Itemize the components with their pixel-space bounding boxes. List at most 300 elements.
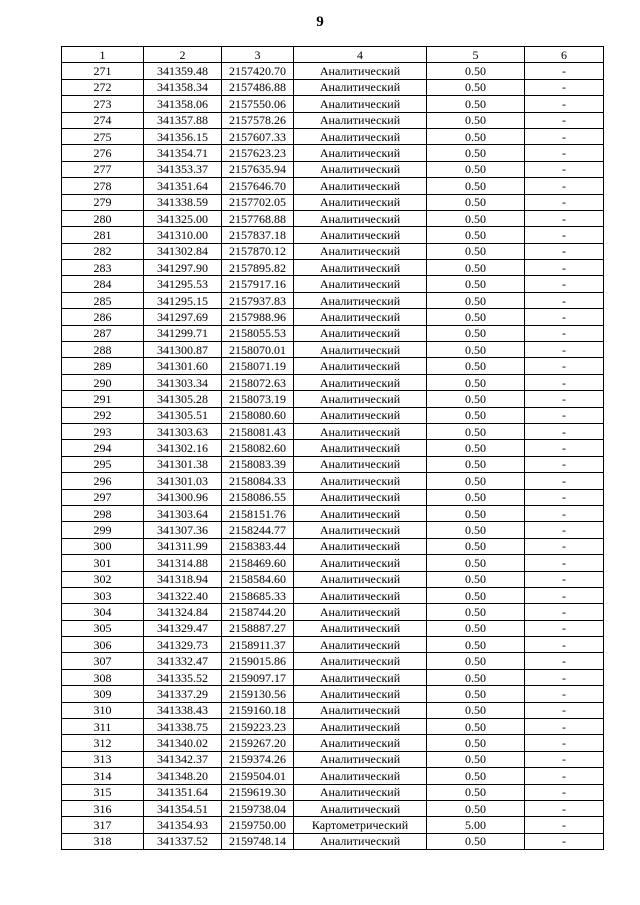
cell-coordinate-y: 2157623.23	[222, 145, 294, 161]
cell-coordinate-x: 341305.51	[144, 407, 222, 423]
cell-point-number: 297	[62, 489, 144, 505]
cell-coordinate-x: 341348.20	[144, 768, 222, 784]
cell-point-number: 310	[62, 702, 144, 718]
cell-note: -	[525, 342, 604, 358]
cell-accuracy: 0.50	[427, 342, 525, 358]
cell-method: Аналитический	[294, 325, 427, 341]
cell-coordinate-x: 341358.06	[144, 96, 222, 112]
cell-coordinate-x: 341300.96	[144, 489, 222, 505]
cell-note: -	[525, 833, 604, 849]
cell-coordinate-y: 2159160.18	[222, 702, 294, 718]
table-row	[62, 669, 604, 685]
table-row	[62, 210, 604, 226]
cell-accuracy: 0.50	[427, 407, 525, 423]
table-row	[62, 784, 604, 800]
cell-method: Аналитический	[294, 555, 427, 571]
cell-coordinate-y: 2158685.33	[222, 587, 294, 603]
cell-note: -	[525, 505, 604, 521]
column-header: 1	[62, 47, 144, 63]
cell-coordinate-x: 341314.88	[144, 555, 222, 571]
cell-method: Аналитический	[294, 342, 427, 358]
cell-method: Аналитический	[294, 243, 427, 259]
table-row	[62, 407, 604, 423]
cell-accuracy: 0.50	[427, 63, 525, 79]
cell-accuracy: 0.50	[427, 243, 525, 259]
table-row	[62, 686, 604, 702]
cell-note: -	[525, 522, 604, 538]
cell-point-number: 298	[62, 505, 144, 521]
cell-coordinate-x: 341338.43	[144, 702, 222, 718]
cell-coordinate-y: 2159738.04	[222, 800, 294, 816]
cell-point-number: 318	[62, 833, 144, 849]
cell-point-number: 282	[62, 243, 144, 259]
cell-coordinate-x: 341303.64	[144, 505, 222, 521]
cell-coordinate-y: 2158244.77	[222, 522, 294, 538]
cell-note: -	[525, 128, 604, 144]
cell-point-number: 306	[62, 637, 144, 653]
cell-coordinate-x: 341329.47	[144, 620, 222, 636]
table-row	[62, 358, 604, 374]
cell-coordinate-x: 341358.34	[144, 79, 222, 95]
cell-coordinate-x: 341301.03	[144, 473, 222, 489]
table-row	[62, 128, 604, 144]
cell-note: -	[525, 227, 604, 243]
table-body	[62, 63, 604, 850]
cell-note: -	[525, 784, 604, 800]
cell-method: Аналитический	[294, 735, 427, 751]
cell-coordinate-y: 2157646.70	[222, 178, 294, 194]
cell-note: -	[525, 309, 604, 325]
cell-accuracy: 0.50	[427, 145, 525, 161]
cell-coordinate-y: 2158072.63	[222, 374, 294, 390]
cell-accuracy: 0.50	[427, 719, 525, 735]
table-row	[62, 538, 604, 554]
cell-coordinate-x: 341310.00	[144, 227, 222, 243]
cell-accuracy: 0.50	[427, 440, 525, 456]
cell-coordinate-y: 2158911.37	[222, 637, 294, 653]
cell-accuracy: 0.50	[427, 620, 525, 636]
cell-point-number: 272	[62, 79, 144, 95]
cell-coordinate-x: 341295.15	[144, 292, 222, 308]
table-row	[62, 768, 604, 784]
cell-point-number: 312	[62, 735, 144, 751]
cell-coordinate-y: 2159097.17	[222, 669, 294, 685]
cell-method: Аналитический	[294, 161, 427, 177]
cell-note: -	[525, 194, 604, 210]
cell-coordinate-y: 2157578.26	[222, 112, 294, 128]
cell-coordinate-x: 341307.36	[144, 522, 222, 538]
cell-point-number: 277	[62, 161, 144, 177]
cell-note: -	[525, 325, 604, 341]
cell-method: Картометрический	[294, 817, 427, 833]
cell-method: Аналитический	[294, 96, 427, 112]
cell-note: -	[525, 637, 604, 653]
cell-coordinate-x: 341305.28	[144, 391, 222, 407]
cell-accuracy: 0.50	[427, 473, 525, 489]
cell-coordinate-x: 341299.71	[144, 325, 222, 341]
table-row	[62, 489, 604, 505]
cell-accuracy: 0.50	[427, 489, 525, 505]
cell-accuracy: 0.50	[427, 587, 525, 603]
cell-method: Аналитический	[294, 292, 427, 308]
cell-coordinate-x: 341351.64	[144, 178, 222, 194]
cell-note: -	[525, 423, 604, 439]
cell-method: Аналитический	[294, 473, 427, 489]
table-row	[62, 96, 604, 112]
cell-coordinate-y: 2157988.96	[222, 309, 294, 325]
cell-point-number: 274	[62, 112, 144, 128]
cell-method: Аналитический	[294, 194, 427, 210]
cell-accuracy: 0.50	[427, 768, 525, 784]
cell-note: -	[525, 571, 604, 587]
cell-coordinate-y: 2158744.20	[222, 604, 294, 620]
column-header: 6	[525, 47, 604, 63]
cell-point-number: 300	[62, 538, 144, 554]
cell-method: Аналитический	[294, 358, 427, 374]
cell-note: -	[525, 210, 604, 226]
cell-coordinate-y: 2158080.60	[222, 407, 294, 423]
cell-accuracy: 0.50	[427, 194, 525, 210]
cell-accuracy: 0.50	[427, 161, 525, 177]
cell-accuracy: 0.50	[427, 604, 525, 620]
table-row	[62, 292, 604, 308]
cell-coordinate-x: 341357.88	[144, 112, 222, 128]
cell-accuracy: 0.50	[427, 374, 525, 390]
cell-coordinate-x: 341301.38	[144, 456, 222, 472]
table-row	[62, 342, 604, 358]
cell-note: -	[525, 735, 604, 751]
cell-method: Аналитический	[294, 440, 427, 456]
cell-accuracy: 0.50	[427, 833, 525, 849]
cell-note: -	[525, 751, 604, 767]
table-row	[62, 374, 604, 390]
cell-coordinate-x: 341351.64	[144, 784, 222, 800]
cell-coordinate-x: 341303.34	[144, 374, 222, 390]
cell-coordinate-y: 2158151.76	[222, 505, 294, 521]
cell-note: -	[525, 112, 604, 128]
cell-note: -	[525, 96, 604, 112]
cell-method: Аналитический	[294, 276, 427, 292]
cell-coordinate-x: 341329.73	[144, 637, 222, 653]
table-row	[62, 276, 604, 292]
cell-coordinate-y: 2158383.44	[222, 538, 294, 554]
cell-note: -	[525, 391, 604, 407]
cell-point-number: 275	[62, 128, 144, 144]
cell-coordinate-y: 2157837.18	[222, 227, 294, 243]
cell-coordinate-x: 341302.84	[144, 243, 222, 259]
cell-point-number: 289	[62, 358, 144, 374]
cell-point-number: 294	[62, 440, 144, 456]
cell-coordinate-y: 2157870.12	[222, 243, 294, 259]
cell-accuracy: 0.50	[427, 292, 525, 308]
cell-accuracy: 0.50	[427, 128, 525, 144]
table-row	[62, 325, 604, 341]
cell-coordinate-x: 341338.75	[144, 719, 222, 735]
cell-note: -	[525, 817, 604, 833]
cell-point-number: 317	[62, 817, 144, 833]
cell-accuracy: 0.50	[427, 260, 525, 276]
table-row	[62, 178, 604, 194]
table-row	[62, 833, 604, 849]
cell-coordinate-x: 341297.69	[144, 309, 222, 325]
cell-accuracy: 0.50	[427, 735, 525, 751]
cell-point-number: 292	[62, 407, 144, 423]
cell-method: Аналитический	[294, 128, 427, 144]
cell-note: -	[525, 63, 604, 79]
cell-point-number: 305	[62, 620, 144, 636]
cell-note: -	[525, 456, 604, 472]
cell-accuracy: 0.50	[427, 79, 525, 95]
table-row	[62, 719, 604, 735]
cell-method: Аналитический	[294, 653, 427, 669]
table-row	[62, 391, 604, 407]
cell-coordinate-x: 341337.29	[144, 686, 222, 702]
table-row	[62, 79, 604, 95]
cell-coordinate-x: 341302.16	[144, 440, 222, 456]
cell-note: -	[525, 768, 604, 784]
cell-coordinate-y: 2159130.56	[222, 686, 294, 702]
cell-note: -	[525, 702, 604, 718]
table-row	[62, 751, 604, 767]
column-header: 4	[294, 47, 427, 63]
cell-point-number: 316	[62, 800, 144, 816]
cell-method: Аналитический	[294, 407, 427, 423]
cell-coordinate-x: 341324.84	[144, 604, 222, 620]
cell-coordinate-y: 2158086.55	[222, 489, 294, 505]
cell-method: Аналитический	[294, 833, 427, 849]
cell-method: Аналитический	[294, 391, 427, 407]
cell-coordinate-x: 341318.94	[144, 571, 222, 587]
cell-point-number: 271	[62, 63, 144, 79]
cell-point-number: 315	[62, 784, 144, 800]
table-row	[62, 571, 604, 587]
cell-coordinate-y: 2159015.86	[222, 653, 294, 669]
cell-coordinate-x: 341335.52	[144, 669, 222, 685]
cell-note: -	[525, 358, 604, 374]
cell-coordinate-y: 2158469.60	[222, 555, 294, 571]
cell-note: -	[525, 555, 604, 571]
cell-coordinate-y: 2158073.19	[222, 391, 294, 407]
cell-method: Аналитический	[294, 637, 427, 653]
cell-accuracy: 0.50	[427, 538, 525, 554]
cell-accuracy: 0.50	[427, 784, 525, 800]
cell-coordinate-x: 341301.60	[144, 358, 222, 374]
table-row	[62, 555, 604, 571]
cell-method: Аналитический	[294, 260, 427, 276]
cell-method: Аналитический	[294, 686, 427, 702]
cell-note: -	[525, 489, 604, 505]
cell-accuracy: 0.50	[427, 686, 525, 702]
cell-method: Аналитический	[294, 522, 427, 538]
cell-note: -	[525, 719, 604, 735]
table-row	[62, 194, 604, 210]
cell-coordinate-y: 2159374.26	[222, 751, 294, 767]
cell-accuracy: 0.50	[427, 571, 525, 587]
cell-point-number: 291	[62, 391, 144, 407]
cell-note: -	[525, 145, 604, 161]
cell-coordinate-x: 341353.37	[144, 161, 222, 177]
cell-coordinate-y: 2157550.06	[222, 96, 294, 112]
table-row	[62, 423, 604, 439]
table-row	[62, 800, 604, 816]
cell-method: Аналитический	[294, 79, 427, 95]
cell-point-number: 284	[62, 276, 144, 292]
cell-coordinate-y: 2158055.53	[222, 325, 294, 341]
cell-note: -	[525, 538, 604, 554]
cell-point-number: 299	[62, 522, 144, 538]
table-row	[62, 653, 604, 669]
cell-note: -	[525, 178, 604, 194]
cell-method: Аналитический	[294, 751, 427, 767]
cell-accuracy: 0.50	[427, 423, 525, 439]
cell-accuracy: 0.50	[427, 96, 525, 112]
table-row	[62, 112, 604, 128]
cell-note: -	[525, 243, 604, 259]
cell-coordinate-y: 2157486.88	[222, 79, 294, 95]
cell-coordinate-y: 2158083.39	[222, 456, 294, 472]
cell-accuracy: 0.50	[427, 391, 525, 407]
cell-method: Аналитический	[294, 309, 427, 325]
cell-coordinate-y: 2159504.01	[222, 768, 294, 784]
cell-method: Аналитический	[294, 587, 427, 603]
cell-note: -	[525, 276, 604, 292]
cell-coordinate-y: 2159750.00	[222, 817, 294, 833]
cell-coordinate-y: 2158070.01	[222, 342, 294, 358]
cell-coordinate-x: 341297.90	[144, 260, 222, 276]
cell-method: Аналитический	[294, 620, 427, 636]
cell-coordinate-y: 2157768.88	[222, 210, 294, 226]
cell-point-number: 287	[62, 325, 144, 341]
cell-method: Аналитический	[294, 178, 427, 194]
table-row	[62, 620, 604, 636]
table-row	[62, 604, 604, 620]
cell-accuracy: 0.50	[427, 227, 525, 243]
cell-point-number: 296	[62, 473, 144, 489]
cell-accuracy: 0.50	[427, 800, 525, 816]
cell-method: Аналитический	[294, 145, 427, 161]
cell-point-number: 290	[62, 374, 144, 390]
cell-coordinate-y: 2158071.19	[222, 358, 294, 374]
cell-coordinate-y: 2158887.27	[222, 620, 294, 636]
cell-point-number: 283	[62, 260, 144, 276]
cell-coordinate-x: 341359.48	[144, 63, 222, 79]
cell-accuracy: 0.50	[427, 653, 525, 669]
cell-note: -	[525, 374, 604, 390]
cell-point-number: 276	[62, 145, 144, 161]
cell-method: Аналитический	[294, 784, 427, 800]
cell-point-number: 285	[62, 292, 144, 308]
column-header: 5	[427, 47, 525, 63]
table-row	[62, 260, 604, 276]
cell-coordinate-x: 341354.71	[144, 145, 222, 161]
cell-coordinate-x: 341300.87	[144, 342, 222, 358]
table-row	[62, 243, 604, 259]
cell-coordinate-y: 2158082.60	[222, 440, 294, 456]
table-row	[62, 505, 604, 521]
cell-method: Аналитический	[294, 800, 427, 816]
cell-coordinate-x: 341342.37	[144, 751, 222, 767]
cell-accuracy: 0.50	[427, 358, 525, 374]
cell-note: -	[525, 587, 604, 603]
cell-coordinate-y: 2157917.16	[222, 276, 294, 292]
cell-coordinate-y: 2157702.05	[222, 194, 294, 210]
cell-point-number: 286	[62, 309, 144, 325]
table-row	[62, 735, 604, 751]
cell-note: -	[525, 473, 604, 489]
cell-point-number: 303	[62, 587, 144, 603]
cell-accuracy: 0.50	[427, 751, 525, 767]
cell-method: Аналитический	[294, 489, 427, 505]
cell-coordinate-x: 341337.52	[144, 833, 222, 849]
cell-method: Аналитический	[294, 604, 427, 620]
cell-coordinate-x: 341354.93	[144, 817, 222, 833]
cell-method: Аналитический	[294, 423, 427, 439]
cell-method: Аналитический	[294, 719, 427, 735]
cell-coordinate-y: 2158081.43	[222, 423, 294, 439]
cell-point-number: 301	[62, 555, 144, 571]
table-row	[62, 702, 604, 718]
cell-method: Аналитический	[294, 63, 427, 79]
table-row	[62, 473, 604, 489]
cell-point-number: 304	[62, 604, 144, 620]
table-row	[62, 161, 604, 177]
cell-note: -	[525, 260, 604, 276]
cell-note: -	[525, 620, 604, 636]
cell-point-number: 288	[62, 342, 144, 358]
cell-coordinate-y: 2157635.94	[222, 161, 294, 177]
table-header-row	[62, 47, 604, 63]
table-row	[62, 63, 604, 79]
cell-coordinate-x: 341332.47	[144, 653, 222, 669]
cell-coordinate-x: 341311.99	[144, 538, 222, 554]
cell-accuracy: 0.50	[427, 456, 525, 472]
cell-method: Аналитический	[294, 669, 427, 685]
cell-method: Аналитический	[294, 571, 427, 587]
cell-note: -	[525, 604, 604, 620]
cell-point-number: 308	[62, 669, 144, 685]
cell-point-number: 293	[62, 423, 144, 439]
cell-method: Аналитический	[294, 112, 427, 128]
table-row	[62, 440, 604, 456]
cell-accuracy: 0.50	[427, 112, 525, 128]
cell-coordinate-y: 2157895.82	[222, 260, 294, 276]
cell-coordinate-y: 2157937.83	[222, 292, 294, 308]
cell-accuracy: 5.00	[427, 817, 525, 833]
table-row	[62, 522, 604, 538]
cell-method: Аналитический	[294, 538, 427, 554]
table-row	[62, 637, 604, 653]
cell-point-number: 295	[62, 456, 144, 472]
cell-accuracy: 0.50	[427, 210, 525, 226]
cell-note: -	[525, 653, 604, 669]
cell-point-number: 279	[62, 194, 144, 210]
cell-point-number: 302	[62, 571, 144, 587]
cell-note: -	[525, 800, 604, 816]
cell-point-number: 314	[62, 768, 144, 784]
cell-note: -	[525, 440, 604, 456]
cell-coordinate-x: 341295.53	[144, 276, 222, 292]
cell-method: Аналитический	[294, 456, 427, 472]
cell-coordinate-y: 2159267.20	[222, 735, 294, 751]
table-row	[62, 587, 604, 603]
cell-coordinate-y: 2157420.70	[222, 63, 294, 79]
cell-coordinate-y: 2159619.30	[222, 784, 294, 800]
cell-accuracy: 0.50	[427, 178, 525, 194]
table-row	[62, 309, 604, 325]
cell-note: -	[525, 79, 604, 95]
cell-accuracy: 0.50	[427, 555, 525, 571]
cell-coordinate-y: 2158084.33	[222, 473, 294, 489]
